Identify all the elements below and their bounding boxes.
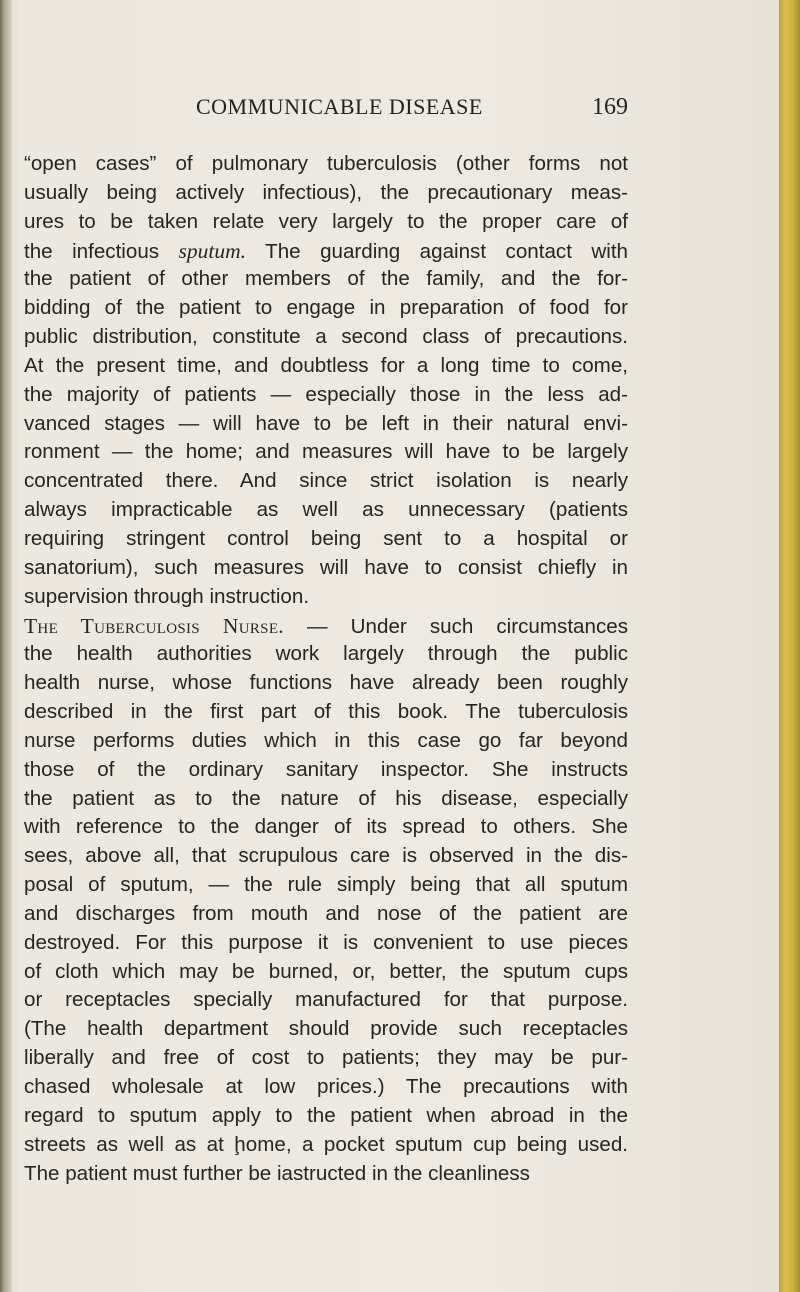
text-line: The patient must further be iastructed in the cleanliness — [24, 1161, 530, 1185]
page-number: 169 — [592, 94, 628, 120]
text-line: ronment — the home; and measures will have to be largely — [24, 440, 628, 464]
binding-gutter — [0, 0, 12, 1292]
text-line: public distribution, constitute a second class of precautions. — [24, 325, 628, 349]
text-run: — Under such circumstances — [283, 614, 628, 638]
text-line: regard to sputum apply to the patient when abroad in the — [24, 1103, 628, 1127]
text-line: sees, above all, that scrupulous care is observed in the dis- — [24, 844, 628, 868]
text-line: chased wholesale at low prices.) The precautions with — [24, 1075, 628, 1098]
text-line: destroyed. For this purpose it is convenient to use pieces — [24, 930, 628, 954]
text-line: the patient as to the nature of his disease, especially — [24, 786, 628, 810]
text-line: liberally and free of cost to patients; they may be pur- — [24, 1046, 628, 1070]
text-line: vanced stages — will have to be left in their natural envi- — [24, 411, 628, 435]
text-line: and discharges from mouth and nose of the patient are — [24, 901, 628, 925]
text-line: the health authorities work largely through the public — [24, 642, 628, 666]
running-head — [196, 94, 628, 124]
text-line: sanatorium), such measures will have to consist chiefly in — [24, 555, 628, 579]
text-line — [24, 237, 628, 266]
text-line: health nurse, whose functions have already been roughly — [24, 671, 628, 695]
page-edge — [779, 0, 800, 1292]
text-line: ures to be taken relate very largely to the proper care of — [24, 209, 628, 233]
text-line: the patient of other members of the family, and the for- — [24, 267, 628, 291]
text-run: the infectious — [24, 239, 179, 263]
text-line: usually being actively infectious), the precautionary meas- — [24, 180, 628, 204]
text-line: nurse performs duties which in this case go far beyond — [24, 728, 628, 752]
text-line: or receptacles specially manufactured for that purpose. — [24, 988, 628, 1012]
text-line: bidding of the patient to engage in preparation of food for — [24, 296, 628, 320]
text-line: those of the ordinary sanitary inspector. She instructs — [24, 757, 628, 781]
text-line: described in the first part of this book. The tuberculosis — [24, 700, 628, 724]
text-line: posal of sputum, — the rule simply being that all sputum — [24, 873, 628, 897]
text-line — [24, 612, 628, 641]
text-line: At the present time, and doubtless for a long time to come, — [24, 353, 628, 377]
text-line: requiring stringent control being sent to a hospital or — [24, 526, 628, 550]
body-text — [24, 150, 628, 1188]
text-line: concentrated there. And since strict isolation is nearly — [24, 469, 628, 493]
text-line: with reference to the danger of its spread to others. She — [24, 815, 628, 839]
text-line: supervision through instruction. — [24, 584, 310, 608]
text-line: of cloth which may be burned, or, better, the sputum cups — [24, 959, 628, 983]
italic-term: sputum. — [178, 238, 247, 263]
text-line: always impracticable as well as unnecessary (patients — [24, 498, 628, 522]
text-run: The guarding against contact with — [246, 239, 628, 263]
text-line: “open cases” of pulmonary tuberculosis (other forms not — [24, 152, 628, 175]
text-line: streets as well as at ḩome, a pocket sputum cup being used. — [24, 1132, 628, 1156]
running-head-title: COMMUNICABLE DISEASE — [196, 94, 483, 119]
section-heading: The Tuberculosis Nurse. — [24, 613, 284, 638]
text-line: (The health department should provide such receptacles — [24, 1017, 628, 1041]
text-line: the majority of patients — especially those in the less ad- — [24, 382, 628, 406]
